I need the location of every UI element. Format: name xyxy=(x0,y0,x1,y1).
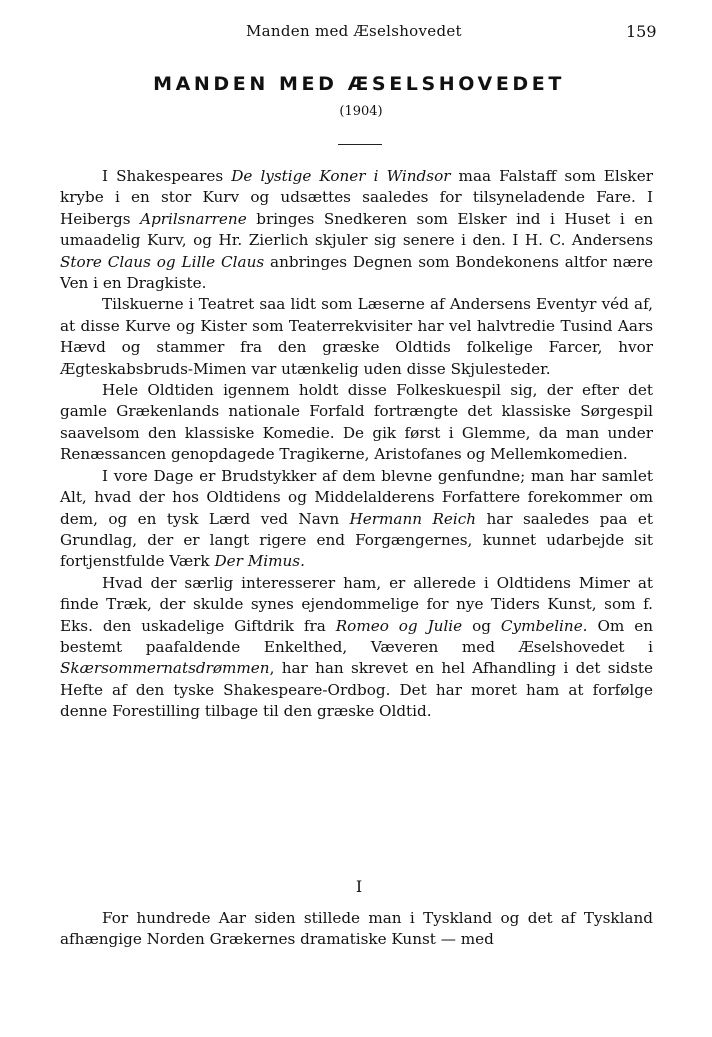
paragraph xyxy=(60,466,653,573)
text-run: anbringes Degnen som Bondekonens altfor nære Ven i en Dragkiste. xyxy=(60,252,654,293)
text-run: har saaledes paa et Grundlag, der er langt rigere end Forgængernes, kunnet udarbejde sit fortjenstfulde Værk xyxy=(60,509,653,571)
text-run: Hele Oldtiden igennem holdt disse Folkeskuespil sig, der efter det gamle Grækenlands nationale Forfald fortrængte det klassiske Sørgespil saavelsom den klassiske Komedie. De gik først i Glemme, da man under Renæssancen genopdagede Tragikerne, Aristofanes og Mellemkomedien. xyxy=(60,381,653,464)
paragraph xyxy=(60,166,653,294)
chapter-year: (1904) xyxy=(339,104,383,119)
paragraph: For hundrede Aar siden stillede man i Tyskland og det af Tyskland afhængige Norden Grækernes dramatiske Kunst — med xyxy=(60,909,653,949)
paragraph xyxy=(60,573,653,723)
italic-title: Cymbeline. xyxy=(500,616,588,635)
text-run: maa Falstaff som Elsker krybe i en stor Kurv og udsættes saaledes for tilsyneladende Fare. I Heibergs xyxy=(60,167,653,228)
running-head: Manden med Æselshovedet xyxy=(246,22,462,40)
text-run: I Shakespeares xyxy=(102,167,232,185)
italic-title: Aprilsnarrene xyxy=(140,209,247,228)
text-run: Tilskuerne i Teatret saa lidt som Læserne af Andersens Eventyr véd af, at disse Kurve og Kister som Teaterrekvisiter har vel halvtredie Tusind Aars Hævd og stammer fra den græske Oldtids folkelige Farcer, hvor Ægteskabsbruds-Mimen var utænkelig uden disse Skjulesteder. xyxy=(60,295,653,378)
italic-title: Romeo og Julie xyxy=(335,616,463,635)
section-numeral: I xyxy=(355,877,363,896)
text-run: I vore Dage er Brudstykker af dem blevne genfundne; man har samlet Alt, hvad der hos Oldtidens og Middelalderens Forfattere forekommer om dem, og en tysk Lærd ved Navn xyxy=(60,466,653,528)
italic-title: Der Mimus. xyxy=(214,552,305,571)
text-run: og xyxy=(462,616,501,635)
text-run: Om en bestemt paafaldende Enkelthed, Væveren med Æselshovedet i xyxy=(60,616,654,656)
body-text xyxy=(60,166,653,723)
italic-title: Hermann Reich xyxy=(349,509,477,528)
italic-title: De lystige Koner i Windsor xyxy=(231,167,451,185)
text-run: bringes Snedkeren som Elsker ind i Huset i en umaadelig Kurv, og Hr. Zierlich skjuler sig senere i den. I H. C. Andersens xyxy=(60,209,653,250)
text-run: Hvad der særlig interesserer ham, er allerede i Oldtidens Mimer at finde Træk, der skulde synes ejendommelige for nye Tiders Kunst, som f. Eks. den uskadelige Giftdrik fra xyxy=(60,573,653,635)
page-number: 159 xyxy=(626,22,657,41)
paragraph xyxy=(60,380,653,466)
italic-title: Skærsommernatsdrømmen xyxy=(60,659,270,678)
title-rule xyxy=(338,144,382,145)
paragraph xyxy=(60,294,653,380)
text-run: , har han skrevet en hel Afhandling i det sidste Hefte af den tyske Shakespeare-Ordbog. Det har moret ham at forfølge denne Forestilling tilbage til den græske Oldtid. xyxy=(60,659,653,721)
italic-title: Store Claus og Lille Claus xyxy=(60,252,265,271)
section-text xyxy=(60,908,653,951)
chapter-title: MANDEN MED ÆSELSHOVEDET xyxy=(153,73,565,95)
